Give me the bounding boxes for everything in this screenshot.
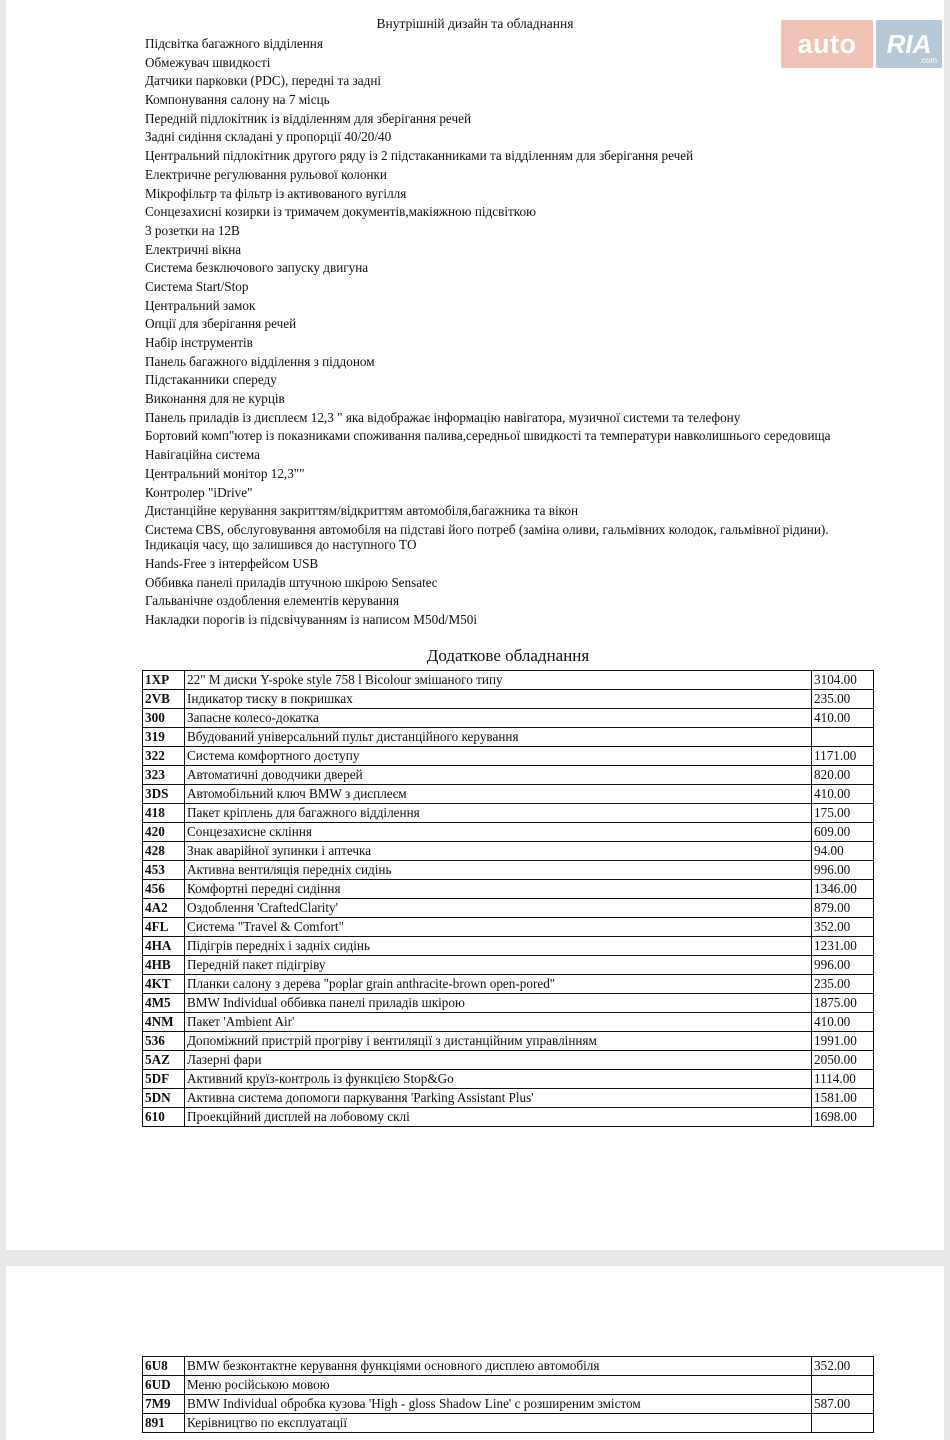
- feature-item: Накладки порогів із підсвічуванням із написом M50d/M50i: [145, 612, 478, 628]
- option-description: Планки салону з дерева "poplar grain anthracite-brown open-pored": [185, 975, 812, 994]
- option-description: Лазерні фари: [185, 1051, 812, 1070]
- option-price: 609.00: [812, 823, 874, 842]
- option-description: Знак аварійної зупинки і аптечка: [185, 842, 812, 861]
- option-description: BMW Individual оббивка панелі приладів шкірою: [185, 994, 812, 1013]
- option-price: 3104.00: [812, 671, 874, 690]
- feature-item: Навігаційна система: [145, 447, 261, 463]
- feature-item: Система безключового запуску двигуна: [145, 260, 369, 276]
- option-row: [143, 956, 874, 975]
- feature-item: 3 розетки на 12В: [145, 222, 240, 238]
- option-row: [143, 1357, 874, 1376]
- option-code: 323: [143, 766, 185, 785]
- option-code: 2VB: [143, 690, 185, 709]
- option-description: 22" M диски Y-spoke style 758 l Bicolour змішаного типу: [185, 671, 812, 690]
- option-price: 820.00: [812, 766, 874, 785]
- feature-item: Hands-Free з інтерфейсом USB: [145, 556, 319, 572]
- option-row: [143, 747, 874, 766]
- option-description: Індикатор тиску в покришках: [185, 690, 812, 709]
- option-row: [143, 823, 874, 842]
- option-row: [143, 918, 874, 937]
- option-description: Комфортні передні сидіння: [185, 880, 812, 899]
- option-code: 322: [143, 747, 185, 766]
- option-price: 2050.00: [812, 1051, 874, 1070]
- feature-item: Система Start/Stop: [145, 278, 249, 294]
- option-code: 456: [143, 880, 185, 899]
- option-code: 453: [143, 861, 185, 880]
- feature-item: Компонування салону на 7 місць: [145, 92, 330, 108]
- option-row: [143, 785, 874, 804]
- option-row: [143, 1395, 874, 1414]
- option-price: 175.00: [812, 804, 874, 823]
- feature-item: Датчики парковки (PDC), передні та задні: [145, 73, 382, 89]
- option-description: Автоматичні доводчики дверей: [185, 766, 812, 785]
- option-row: [143, 842, 874, 861]
- feature-item: Набір інструментів: [145, 335, 253, 350]
- option-code: 4M5: [143, 994, 185, 1013]
- feature-item: Центральний підлокітник другого ряду із 2 підстаканниками та відділенням для зберігання речей: [145, 148, 694, 164]
- option-price: [812, 728, 874, 747]
- option-code: 4HB: [143, 956, 185, 975]
- feature-item: Сонцезахисні козирки із тримачем документів,макіяжною підсвіткою: [145, 204, 536, 220]
- option-description: Передній пакет підігріву: [185, 956, 812, 975]
- option-row: [143, 1414, 874, 1433]
- option-price: 1991.00: [812, 1032, 874, 1051]
- option-row: [143, 899, 874, 918]
- feature-item: Передній підлокітник із відділенням для зберігання речей: [145, 110, 472, 126]
- option-price: [812, 1376, 874, 1395]
- option-description: BMW безконтактне керування функціями основного дисплею автомобіля: [185, 1357, 812, 1376]
- option-description: Система комфортного доступу: [185, 747, 812, 766]
- option-description: Система "Travel & Comfort": [185, 918, 812, 937]
- option-price: 1171.00: [812, 747, 874, 766]
- option-description: Проекційний дисплей на лобовому склі: [185, 1108, 812, 1127]
- watermark-com-text: .com: [919, 56, 937, 65]
- option-price: 879.00: [812, 899, 874, 918]
- option-price: 410.00: [812, 709, 874, 728]
- option-description: Допоміжний пристрій прогріву і вентиляції з дистанційним управлінням: [185, 1032, 812, 1051]
- option-code: 4HA: [143, 937, 185, 956]
- option-description: Запасне колесо-докатка: [185, 709, 812, 728]
- feature-item: Центральний монітор 12,3"": [145, 465, 305, 481]
- option-row: [143, 1070, 874, 1089]
- option-code: 5AZ: [143, 1051, 185, 1070]
- watermark-auto-logo: auto: [781, 20, 873, 68]
- option-code: 5DN: [143, 1089, 185, 1108]
- option-price: 235.00: [812, 690, 874, 709]
- option-row: [143, 1376, 874, 1395]
- feature-item: Обмежувач швидкості: [145, 54, 271, 70]
- option-code: 300: [143, 709, 185, 728]
- option-price: [812, 1414, 874, 1433]
- feature-item: Дистанційне керування закриттям/відкриттям автомобіля,багажника та вікон: [145, 503, 579, 519]
- option-code: 418: [143, 804, 185, 823]
- option-price: 352.00: [812, 918, 874, 937]
- feature-item: Мікрофільтр та фільтр із активованого вугілля: [145, 185, 407, 201]
- feature-item: Панель багажного відділення з піддоном: [145, 353, 375, 369]
- features-list: [145, 36, 845, 631]
- option-price: 1698.00: [812, 1108, 874, 1127]
- feature-item: Підстаканники спереду: [145, 372, 277, 388]
- option-code: 891: [143, 1414, 185, 1433]
- option-code: 420: [143, 823, 185, 842]
- option-description: Керівництво по експлуатації: [185, 1414, 812, 1433]
- feature-item: Опції для зберігання речей: [145, 316, 297, 332]
- feature-item: Задні сидіння складані у пропорції 40/20/40: [145, 129, 392, 145]
- option-price: 996.00: [812, 861, 874, 880]
- feature-item: Електричні вікна: [145, 241, 242, 257]
- option-code: 610: [143, 1108, 185, 1127]
- option-price: 94.00: [812, 842, 874, 861]
- feature-item: Контролер "iDrive": [145, 484, 253, 500]
- option-price: 1346.00: [812, 880, 874, 899]
- feature-item: Гальванічне оздоблення елементів керування: [145, 593, 400, 609]
- option-row: [143, 804, 874, 823]
- feature-item: Виконання для не курців: [145, 391, 285, 407]
- watermark-ria-text: RIA: [886, 28, 932, 59]
- section-title-interior: Внутрішній дизайн та обладнання: [376, 16, 574, 31]
- option-description: Активна система допомоги паркування 'Parking Assistant Plus': [185, 1089, 812, 1108]
- section-title-additional-equipment: Додаткове обладнання: [426, 646, 590, 665]
- option-code: 6UD: [143, 1376, 185, 1395]
- option-row: [143, 1108, 874, 1127]
- option-description: Пакет кріплень для багажного відділення: [185, 804, 812, 823]
- feature-item: Підсвітка багажного відділення: [145, 36, 323, 51]
- options-table: [142, 670, 874, 1127]
- feature-item: Центральний замок: [145, 297, 256, 313]
- feature-item: Панель приладів із дисплеєм 12,3 " яка відображає інформацію навігатора, музичної системи та телефону: [145, 409, 741, 425]
- option-price: 1231.00: [812, 937, 874, 956]
- option-row: [143, 861, 874, 880]
- option-row: [143, 1089, 874, 1108]
- option-row: [143, 709, 874, 728]
- option-row: [143, 937, 874, 956]
- options-table-page-2: [142, 1356, 874, 1433]
- option-code: 319: [143, 728, 185, 747]
- option-code: 4NM: [143, 1013, 185, 1032]
- option-code: 428: [143, 842, 185, 861]
- option-price: 410.00: [812, 785, 874, 804]
- option-description: Активний круїз-контроль із функцією Stop&Go: [185, 1070, 812, 1089]
- option-price: 1114.00: [812, 1070, 874, 1089]
- option-code: 7M9: [143, 1395, 185, 1414]
- option-code: 6U8: [143, 1357, 185, 1376]
- option-code: 1XP: [143, 671, 185, 690]
- option-code: 4FL: [143, 918, 185, 937]
- option-code: 4A2: [143, 899, 185, 918]
- option-row: [143, 766, 874, 785]
- option-row: [143, 975, 874, 994]
- option-description: Меню російською мовою: [185, 1376, 812, 1395]
- option-price: 410.00: [812, 1013, 874, 1032]
- feature-item: Система CBS, обслуговування автомобіля на підставі його потреб (заміна оливи, гальмівних колодок, гальмівної рідини). Індикація часу, що залишився до наступного ТО: [145, 521, 829, 553]
- option-code: 5DF: [143, 1070, 185, 1089]
- option-price: 1581.00: [812, 1089, 874, 1108]
- option-row: [143, 671, 874, 690]
- option-row: [143, 1051, 874, 1070]
- option-description: Активна вентиляція передніх сидінь: [185, 861, 812, 880]
- option-row: [143, 728, 874, 747]
- option-row: [143, 880, 874, 899]
- option-description: Автомобільний ключ BMW з дисплеєм: [185, 785, 812, 804]
- feature-item: Бортовий комп"ютер із показниками споживання палива,середньої швидкості та температури навколишнього середовища: [145, 428, 831, 444]
- option-row: [143, 690, 874, 709]
- option-code: 4KT: [143, 975, 185, 994]
- option-price: 996.00: [812, 956, 874, 975]
- option-code: 3DS: [143, 785, 185, 804]
- feature-item: Оббивка панелі приладів штучною шкірою Sensatec: [145, 574, 438, 590]
- option-description: Пакет 'Ambient Air': [185, 1013, 812, 1032]
- option-description: Підігрів передніх і задніх сидінь: [185, 937, 812, 956]
- feature-item: Електричне регулювання рульової колонки: [145, 166, 387, 182]
- option-description: Вбудований універсальний пульт дистанційного керування: [185, 728, 812, 747]
- option-price: 235.00: [812, 975, 874, 994]
- option-description: Оздоблення 'CraftedClarity': [185, 899, 812, 918]
- option-price: 352.00: [812, 1357, 874, 1376]
- option-code: 536: [143, 1032, 185, 1051]
- option-price: 587.00: [812, 1395, 874, 1414]
- option-row: [143, 994, 874, 1013]
- option-price: 1875.00: [812, 994, 874, 1013]
- option-row: [143, 1032, 874, 1051]
- option-row: [143, 1013, 874, 1032]
- option-description: BMW Individual обробка кузова 'High - gloss Shadow Line' с розширеним змістом: [185, 1395, 812, 1414]
- option-description: Сонцезахисне скління: [185, 823, 812, 842]
